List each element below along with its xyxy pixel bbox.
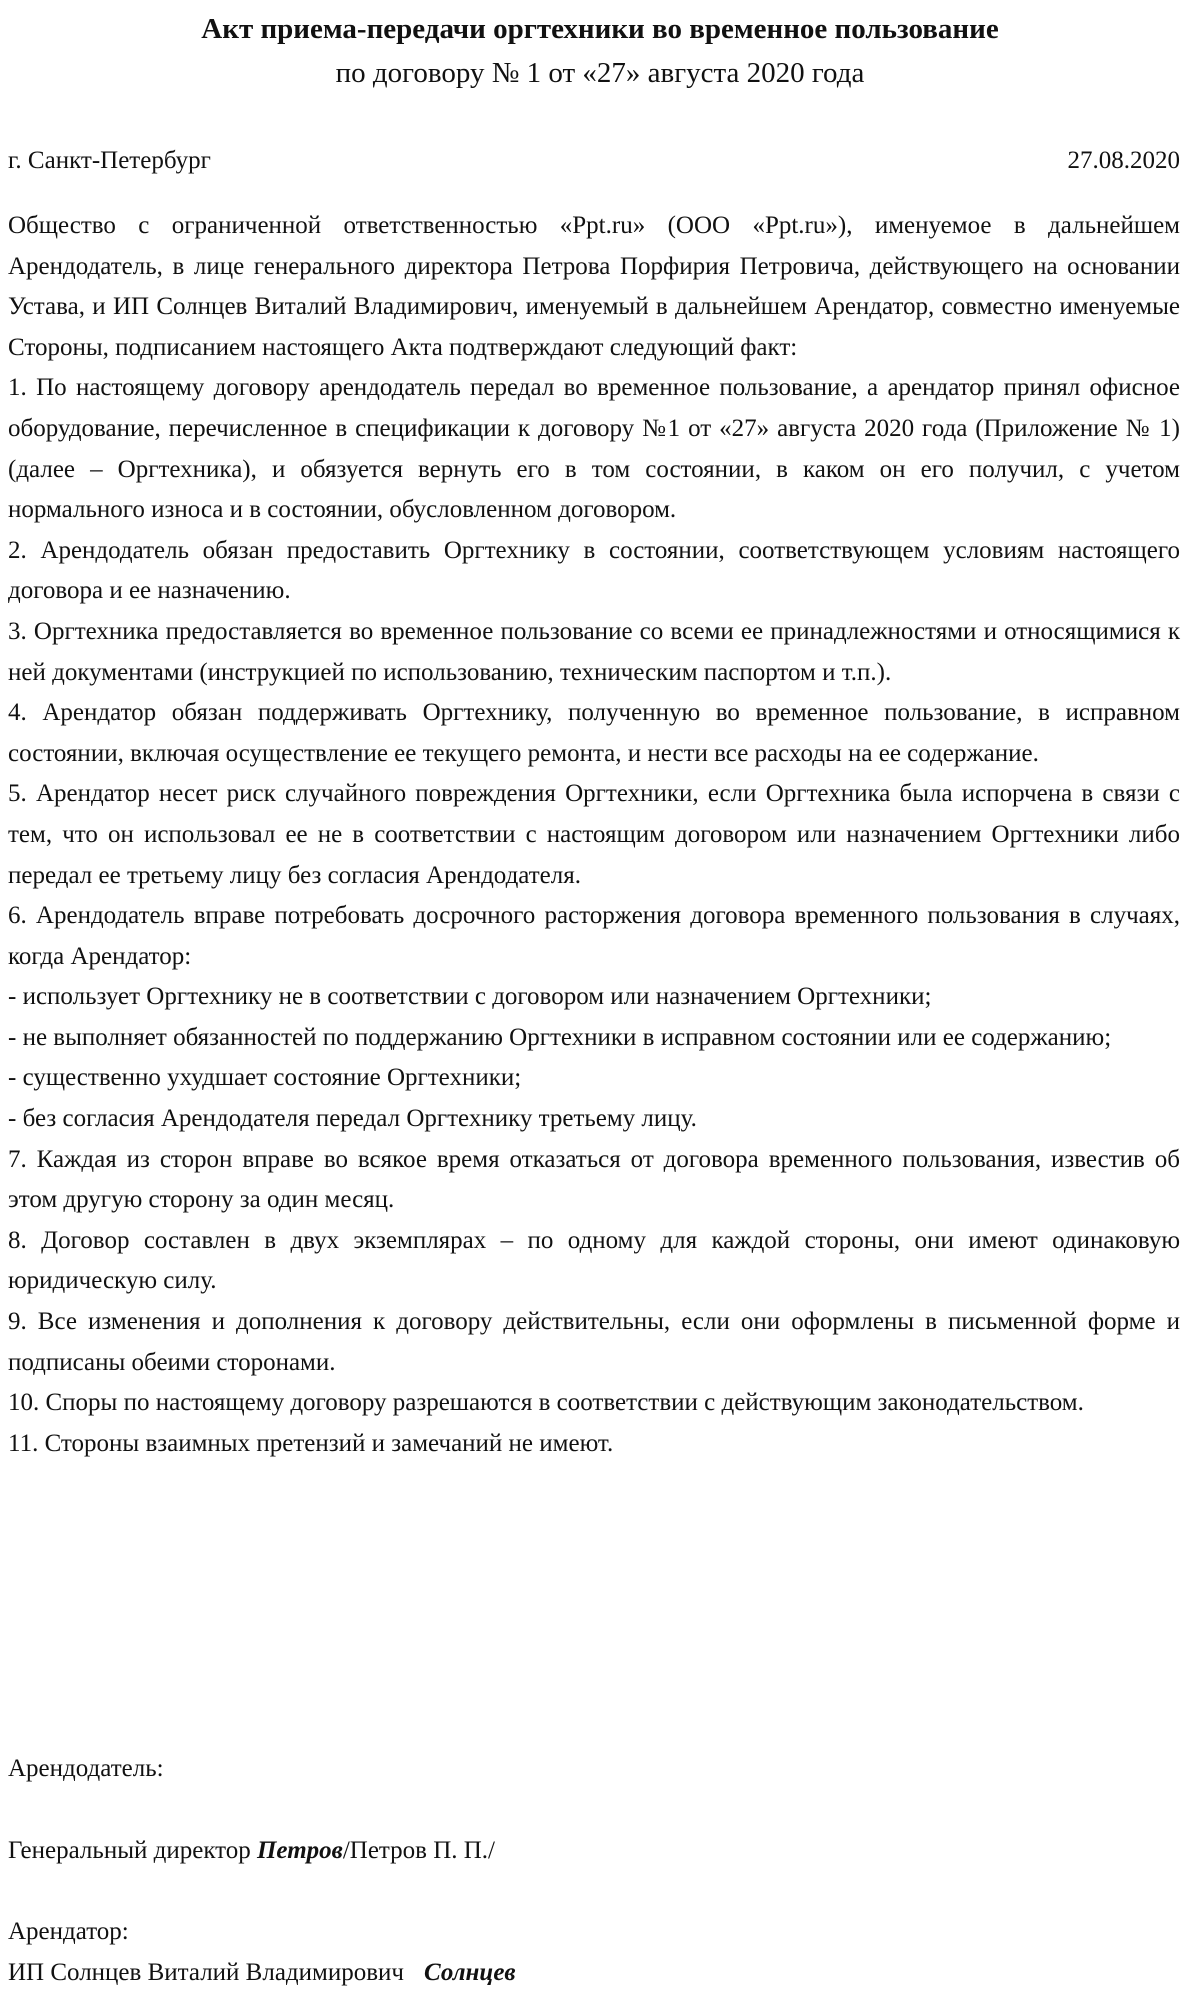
lessee-name: ИП Солнцев Виталий Владимирович [8, 1959, 404, 1986]
clause-11: 11. Стороны взаимных претензий и замечаний не имеют. [8, 1429, 614, 1457]
clause-10: 10. Споры по настоящему договору разрешаются в соответствии с действующим законодательством. [8, 1389, 1084, 1417]
clause-4: 4. Арендатор обязан поддерживать Оргтехнику, полученную во временное пользование, в исправном состоянии, включая осуществление ее текущего ремонта, и нести все расходы на ее содержание. [8, 699, 1180, 767]
clause-6-item: - не выполняет обязанностей по поддержанию Оргтехники в исправном состоянии или ее содержанию; [8, 1023, 1112, 1051]
clause-7: 7. Каждая из сторон вправе во всякое время отказаться от договора временного пользования, известив об этом другую сторону за один месяц. [8, 1145, 1180, 1214]
intro-paragraph: Общество с ограниченной ответственностью «Ppt.ru» (ООО «Ppt.ru»), именуемое в дальнейшем Арендодатель, в лице генерального директора Петрова Порфирия Петровича, действующего на основании Устава, и ИП Солнцев Виталий Владимирович, именуемый в дальнейшем Арендатор, совместно именуемые Стороны, подписанием настоящего Акта подтверждают следующий факт: [8, 212, 1180, 361]
lessee-signature-line [8, 1956, 1180, 1990]
document-body [8, 206, 1180, 1464]
document-subtitle: по договору № 1 от «27» августа 2020 года [335, 57, 865, 89]
clause-6-item: - без согласия Арендодателя передал Оргтехнику третьему лицу. [8, 1105, 697, 1133]
lessor-signature-line [8, 1834, 1180, 1868]
place-date-row [8, 144, 1180, 178]
clause-6: 6. Арендодатель вправе потребовать досрочного расторжения договора временного пользования в случаях, когда Арендатор: [8, 902, 1180, 970]
clause-2: 2. Арендодатель обязан предоставить Оргтехнику в состоянии, соответствующем условиям настоящего договора и ее назначению. [8, 536, 1180, 605]
clause-3: 3. Оргтехника предоставляется во временное пользование со всеми ее принадлежностями и относящимися к ней документами (инструкцией по использованию, техническим паспортом и т.п.). [8, 617, 1180, 686]
lessee-label: Арендатор: [8, 1918, 129, 1945]
lessor-name: /Петров П. П./ [342, 1837, 495, 1864]
clause-1: 1. По настоящему договору арендодатель передал во временное пользование, а арендатор принял офисное оборудование, перечисленное в спецификации к договору №1 от «27» августа 2020 года (Приложение № 1) (далее – Оргтехника), и обязуется вернуть его в том состоянии, в каком он его получил, с учетом нормального износа и в состоянии, обусловленном договором. [8, 374, 1180, 524]
clause-6-item: - использует Оргтехнику не в соответствии с договором или назначением Оргтехники; [8, 983, 932, 1011]
document-title: Акт приема-передачи оргтехники во временное пользование [201, 13, 999, 45]
lessor-label: Арендодатель: [8, 1755, 164, 1782]
lessor-signature: Петров [256, 1837, 343, 1864]
document-date: 27.08.2020 [1067, 147, 1180, 174]
lessee-signature: Солнцев [423, 1959, 516, 1986]
clause-8: 8. Договор составлен в двух экземплярах – по одному для каждой стороны, они имеют одинаковую юридическую силу. [8, 1226, 1180, 1295]
lessor-position: Генеральный директор [8, 1837, 257, 1864]
clause-6-item: - существенно ухудшает состояние Оргтехники; [8, 1064, 522, 1092]
clause-9: 9. Все изменения и дополнения к договору действительны, если они оформлены в письменной форме и подписаны обеими сторонами. [8, 1308, 1180, 1376]
city: г. Санкт-Петербург [8, 147, 211, 174]
clause-5: 5. Арендатор несет риск случайного повреждения Оргтехники, если Оргтехника была испорчена в связи с тем, что он использовал ее не в соответствии с настоящим договором или назначением Оргтехники либо передал ее третьему лицу без согласия Арендодателя. [8, 780, 1180, 889]
